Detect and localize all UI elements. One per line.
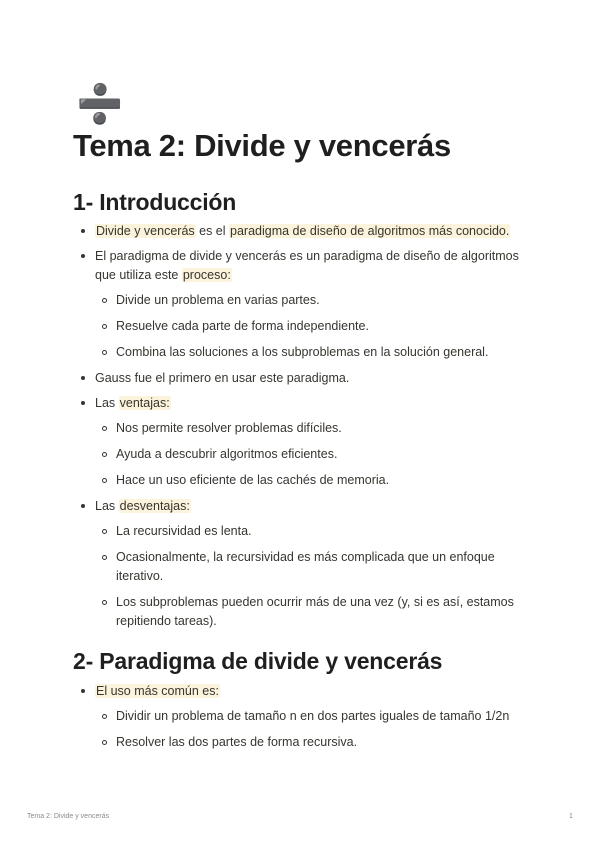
section-heading-paradigma: 2- Paradigma de divide y vencerás — [73, 648, 443, 674]
text: Nos permite resolver problemas difíciles. — [116, 421, 342, 435]
list-item — [116, 593, 535, 631]
bullet-disc-icon — [81, 376, 85, 380]
highlight-text: proceso: — [182, 268, 231, 282]
divide-icon: ➗ — [76, 82, 124, 126]
list-item — [95, 497, 535, 631]
bullet-circle-icon — [102, 478, 107, 483]
text: Divide un problema en varias partes. — [116, 293, 320, 307]
text: Combina las soluciones a los subproblemas en la solución general. — [116, 345, 489, 359]
text: Dividir un problema de tamaño n en dos partes iguales de tamaño 1/2n — [116, 709, 510, 723]
text: Las — [95, 499, 119, 513]
list-item — [116, 291, 535, 310]
highlight-text: paradigma de diseño de algoritmos más conocido. — [230, 224, 510, 238]
bullet-circle-icon — [102, 298, 107, 303]
sublist — [116, 419, 535, 490]
list-item — [116, 445, 535, 464]
text: Ocasionalmente, la recursividad es más complicada que un enfoque iterativo. — [116, 550, 495, 583]
bullet-circle-icon — [102, 324, 107, 329]
text: Los subproblemas pueden ocurrir más de una vez (y, si es así, estamos repitiendo tareas). — [116, 595, 514, 628]
bullet-disc-icon — [81, 504, 85, 508]
page-number: 1 — [569, 813, 573, 820]
sublist — [116, 522, 535, 631]
list-item — [116, 548, 535, 586]
text: Hace un uso eficiente de las cachés de memoria. — [116, 473, 390, 487]
bullet-circle-icon — [102, 600, 107, 605]
sublist — [116, 707, 535, 752]
text: Gauss fue el primero en usar este paradigma. — [95, 371, 350, 385]
footer-title: Tema 2: Divide y vencerás — [27, 813, 110, 820]
paradigma-list — [95, 682, 535, 752]
list-item — [116, 317, 535, 336]
text: es el — [195, 224, 230, 238]
bullet-circle-icon — [102, 740, 107, 745]
bullet-circle-icon — [102, 555, 107, 560]
text: La recursividad es lenta. — [116, 524, 252, 538]
highlight-text: Divide y vencerás — [96, 224, 195, 238]
text: Las — [95, 396, 119, 410]
sublist — [116, 291, 535, 362]
text: El paradigma de divide y vencerás es un paradigma de diseño de algoritmos que utiliza este — [95, 249, 519, 282]
list-item — [95, 394, 535, 490]
bullet-circle-icon — [102, 714, 107, 719]
bullet-circle-icon — [102, 452, 107, 457]
list-item — [116, 343, 535, 362]
list-item — [95, 222, 535, 241]
highlight-text: ventajas: — [119, 396, 170, 410]
list-item — [116, 471, 535, 490]
bullet-disc-icon — [81, 401, 85, 405]
bullet-circle-icon — [102, 529, 107, 534]
text: Resuelve cada parte de forma independiente. — [116, 319, 369, 333]
list-item — [116, 733, 535, 752]
list-item — [116, 419, 535, 438]
page-title: Tema 2: Divide y vencerás — [73, 128, 451, 163]
text: Resolver las dos partes de forma recursiva. — [116, 735, 358, 749]
list-item — [95, 247, 535, 362]
list-item — [95, 369, 535, 388]
section-heading-introduccion: 1- Introducción — [73, 189, 237, 215]
bullet-circle-icon — [102, 426, 107, 431]
highlight-text: desventajas: — [119, 499, 190, 513]
introduccion-list — [95, 222, 535, 631]
bullet-circle-icon — [102, 350, 107, 355]
highlight-text: El uso más común es: — [96, 684, 219, 698]
list-item — [116, 522, 535, 541]
bullet-disc-icon — [81, 229, 85, 233]
list-item — [95, 682, 535, 752]
bullet-disc-icon — [81, 254, 85, 258]
bullet-disc-icon — [81, 689, 85, 693]
text: Ayuda a descubrir algoritmos eficientes. — [116, 447, 338, 461]
list-item — [116, 707, 535, 726]
